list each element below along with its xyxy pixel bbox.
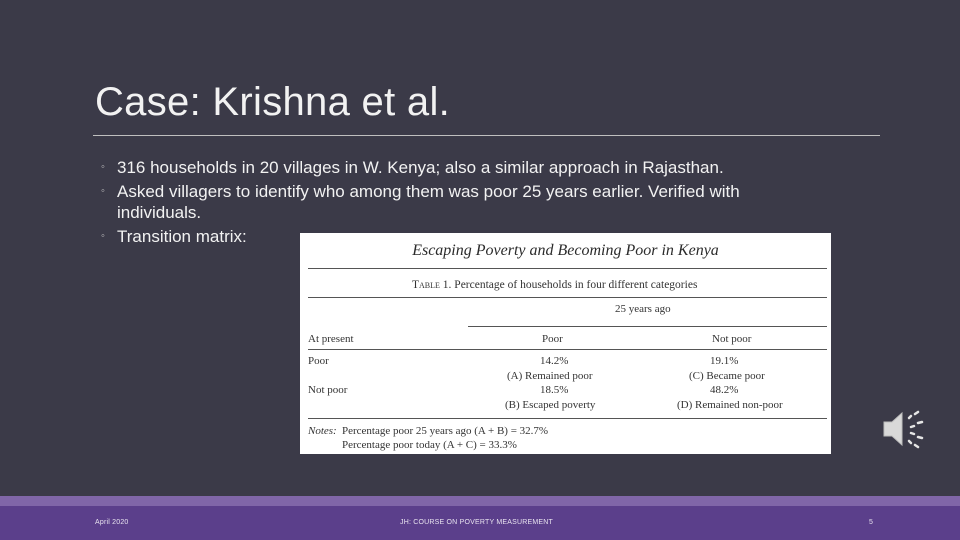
row-label-poor: Poor xyxy=(308,355,329,367)
slide-title: Case: Krishna et al. xyxy=(95,80,451,124)
cell-c-value: 19.1% xyxy=(710,355,739,367)
note-line: Percentage poor today (A + C) = 33.3% xyxy=(342,439,517,451)
transition-matrix-table xyxy=(300,233,831,454)
col-header-not-poor: Not poor xyxy=(712,333,752,345)
table-rule xyxy=(308,297,827,298)
table-heading: Escaping Poverty and Becoming Poor in Kenya xyxy=(412,242,719,259)
page-number: 5 xyxy=(869,519,874,526)
footer-date: April 2020 xyxy=(95,519,129,526)
table-caption-label: Table 1. xyxy=(412,279,452,291)
cell-a-label: (A) Remained poor xyxy=(507,370,593,382)
bullet-item xyxy=(101,157,821,178)
title-divider xyxy=(93,135,880,136)
row-header: At present xyxy=(308,333,354,345)
table-rule xyxy=(308,268,827,269)
cell-b-label: (B) Escaped poverty xyxy=(505,399,596,411)
bullet-text: 316 households in 20 villages in W. Kenya; also a similar approach in Rajasthan. xyxy=(117,158,724,177)
group-header: 25 years ago xyxy=(615,303,671,315)
note-line: Percentage poor 25 years ago (A + B) = 32.7% xyxy=(342,425,549,437)
bullet-item xyxy=(101,181,821,223)
bullet-text: Asked villagers to identify who among them was poor 25 years earlier. Verified with individuals. xyxy=(117,182,740,222)
bullet-marker: ◦ xyxy=(101,230,105,242)
row-label-not-poor: Not poor xyxy=(308,384,348,396)
cell-d-label: (D) Remained non-poor xyxy=(677,399,783,411)
cell-a-value: 14.2% xyxy=(540,355,569,367)
bullet-marker: ◦ xyxy=(101,185,105,197)
notes-label: Notes: xyxy=(308,425,337,437)
footer-accent-band xyxy=(0,496,960,506)
footer-course: JH: COURSE ON POVERTY MEASUREMENT xyxy=(400,519,553,526)
bullet-text: Transition matrix: xyxy=(117,227,247,246)
table-rule xyxy=(308,349,827,350)
cell-c-label: (C) Became poor xyxy=(689,370,765,382)
table-caption xyxy=(412,279,697,291)
cell-b-value: 18.5% xyxy=(540,384,569,396)
col-header-poor: Poor xyxy=(542,333,563,345)
table-rule xyxy=(308,418,827,419)
cell-d-value: 48.2% xyxy=(710,384,739,396)
table-rule xyxy=(468,326,827,327)
speaker-icon[interactable] xyxy=(880,405,932,453)
table-caption-text: Percentage of households in four different categories xyxy=(454,279,698,291)
bullet-marker: ◦ xyxy=(101,161,105,173)
